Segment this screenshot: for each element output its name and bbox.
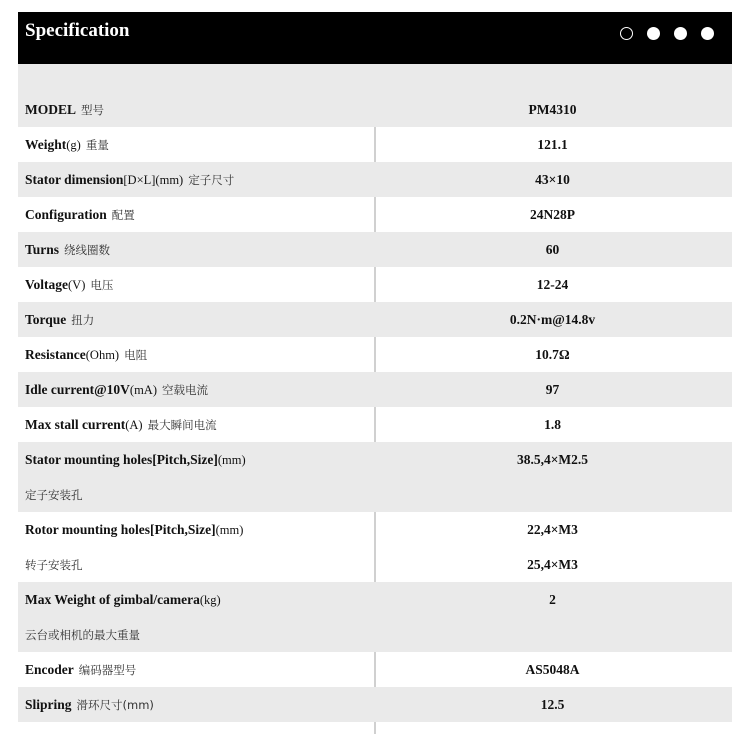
table-row	[18, 267, 732, 302]
spec-unit: [D×L](mm)	[123, 173, 184, 187]
spec-label-cell	[18, 302, 375, 337]
spec-label: Idle current@10V	[25, 382, 130, 397]
spec-label-cell	[18, 652, 375, 687]
table-row	[18, 302, 732, 337]
spec-value: AS5048A	[525, 662, 580, 677]
spec-label: Slipring	[25, 697, 72, 712]
spec-label: Torque	[25, 312, 67, 327]
spec-label: Weight	[25, 137, 67, 152]
spec-value: 22,4×M3	[527, 522, 578, 537]
spec-value: 121.1	[537, 137, 568, 152]
spec-label-cell	[18, 407, 375, 442]
spec-label-chinese: 重量	[85, 138, 109, 152]
spec-value: 0.2N·m@14.8v	[509, 312, 596, 327]
table-row	[18, 512, 732, 582]
table-row	[18, 92, 732, 127]
spec-label-cell	[18, 127, 375, 162]
spec-label: Max Weight of gimbal/camera	[25, 592, 200, 607]
spec-label-chinese: 滑环尺寸(mm)	[76, 698, 154, 712]
spec-value-cell	[375, 127, 732, 162]
spec-value-cell	[375, 232, 732, 267]
spec-value-cell	[375, 267, 732, 302]
spec-unit: (mm)	[215, 523, 244, 537]
spec-value: 43×10	[535, 172, 570, 187]
spec-label-chinese: 云台或相机的最大重量	[25, 628, 140, 642]
spec-value: 12.5	[540, 697, 565, 712]
spec-value-cell	[375, 442, 732, 512]
spec-label: Stator mounting holes[Pitch,Size]	[25, 452, 218, 467]
spec-label-cell	[18, 162, 375, 197]
spec-value-cell	[375, 687, 732, 722]
spec-label-cell	[18, 512, 375, 582]
spec-value: 10.7Ω	[535, 347, 570, 362]
spec-label-cell	[18, 582, 375, 652]
table-row	[18, 687, 732, 722]
spec-value-cell	[375, 372, 732, 407]
spec-label: Resistance	[25, 347, 86, 362]
spec-value: 97	[545, 382, 560, 397]
spec-label-chinese: 定子安装孔	[25, 488, 83, 502]
spec-label-chinese: 转子安装孔	[25, 558, 83, 572]
spec-value: 60	[545, 242, 560, 257]
spec-label-chinese: 电压	[90, 278, 114, 292]
spec-unit: (kg)	[199, 593, 221, 607]
spec-label-chinese: 型号	[81, 103, 105, 117]
spec-value-cell	[375, 302, 732, 337]
spec-label-cell	[18, 687, 375, 722]
spec-label: Voltage	[25, 277, 68, 292]
header-title: Specification	[25, 20, 130, 41]
table-row	[18, 337, 732, 372]
table-row	[18, 372, 732, 407]
spec-label: Configuration	[25, 207, 107, 222]
spec-label: Rotor mounting holes[Pitch,Size]	[25, 522, 216, 537]
spec-label-chinese: 扭力	[71, 313, 95, 327]
table-row	[18, 442, 732, 512]
table-row	[18, 127, 732, 162]
spec-value-cell	[375, 652, 732, 687]
spec-label-chinese: 最大瞬间电流	[147, 418, 217, 432]
carousel-dots	[620, 27, 714, 40]
spec-value-cell	[375, 512, 732, 582]
spec-value: 1.8	[544, 417, 561, 432]
spec-unit: (A)	[125, 418, 143, 432]
spec-value-cell	[375, 162, 732, 197]
spec-label-chinese: 配置	[111, 208, 135, 222]
spec-label: Turns	[25, 242, 60, 257]
spec-unit: (mm)	[217, 453, 246, 467]
carousel-dot-icon[interactable]	[647, 27, 660, 40]
spec-label: Encoder	[25, 662, 74, 677]
spec-value-cell	[375, 92, 732, 127]
spec-value: 12-24	[536, 277, 569, 292]
carousel-dot-icon[interactable]	[701, 27, 714, 40]
carousel-dot-icon[interactable]	[674, 27, 687, 40]
table-row	[18, 162, 732, 197]
spec-value-cell	[375, 337, 732, 372]
spec-value: PM4310	[528, 102, 577, 117]
spec-unit: (V)	[68, 278, 86, 292]
table-top-strip	[18, 64, 732, 92]
spec-label-cell	[18, 92, 375, 127]
table-row	[18, 652, 732, 687]
spec-label-chinese: 空载电流	[162, 383, 208, 397]
spec-label: Max stall current	[25, 417, 126, 432]
table-row	[18, 197, 732, 232]
spec-label: Stator dimension	[25, 172, 124, 187]
spec-value-cell	[375, 582, 732, 652]
spec-table	[18, 64, 732, 722]
spec-label-chinese: 绕线圈数	[64, 243, 111, 257]
spec-value: 2	[549, 592, 556, 607]
spec-value: 38.5,4×M2.5	[516, 452, 589, 467]
spec-label-chinese: 定子尺寸	[188, 173, 235, 187]
spec-value: 25,4×M3	[527, 557, 578, 572]
spec-label-cell	[18, 337, 375, 372]
spec-label-cell	[18, 442, 375, 512]
spec-value: 24N28P	[530, 207, 575, 222]
spec-label: MODEL	[25, 102, 77, 117]
spec-unit: (mA)	[129, 383, 157, 397]
spec-unit: (g)	[66, 138, 81, 152]
table-row	[18, 232, 732, 267]
spec-header	[18, 12, 732, 64]
table-row	[18, 407, 732, 442]
spec-label-cell	[18, 372, 375, 407]
spec-label-chinese: 电阻	[124, 348, 148, 362]
spec-label-cell	[18, 267, 375, 302]
spec-value-cell	[375, 197, 732, 232]
spec-unit: (Ohm)	[85, 348, 120, 362]
spec-label-chinese: 编码器型号	[78, 663, 137, 677]
table-row	[18, 582, 732, 652]
spec-label-cell	[18, 197, 375, 232]
spec-label-cell	[18, 232, 375, 267]
spec-value-cell	[375, 407, 732, 442]
carousel-dot-icon[interactable]	[620, 27, 633, 40]
